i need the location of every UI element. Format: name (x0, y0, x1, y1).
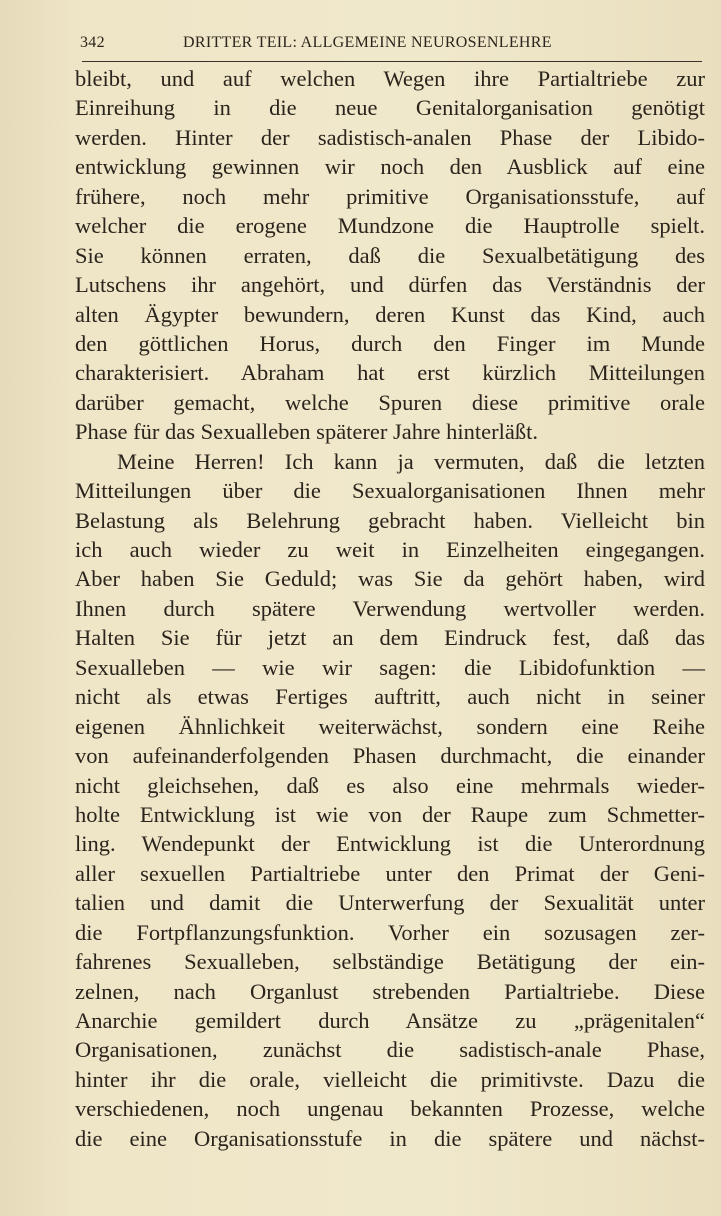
text-line: zelnen, nach Organlust strebenden Partialtriebe. Diese (75, 978, 705, 1004)
text-line: ling. Wendepunkt der Entwicklung ist die Unterordnung (75, 831, 705, 857)
text-line: darüber gemacht, welche Spuren diese primitive orale (75, 389, 705, 415)
text-line: nicht als etwas Fertiges auftritt, auch nicht in seiner (75, 684, 705, 710)
text-line: werden. Hinter der sadistisch-analen Phase der Libido- (75, 124, 705, 150)
body-text (75, 64, 705, 1153)
text-line: den göttlichen Horus, durch den Finger im Munde (75, 330, 705, 356)
text-line: verschiedenen, noch ungenau bekannten Prozesse, welche (75, 1096, 705, 1122)
text-line: Ihnen durch spätere Verwendung wertvoller werden. (75, 595, 705, 621)
text-line: Sie können erraten, daß die Sexualbetätigung des (75, 242, 705, 268)
running-head (80, 34, 702, 58)
text-line: welcher die erogene Mundzone die Hauptrolle spielt. (75, 213, 705, 239)
text-line: bleibt, und auf welchen Wegen ihre Partialtriebe zur (75, 66, 705, 91)
text-line: Sexualleben — wie wir sagen: die Libidofunktion — (75, 654, 705, 680)
paragraph-start-line: Meine Herren! Ich kann ja vermuten, daß die letzten (117, 448, 705, 474)
text-line: alten Ägypter bewundern, deren Kunst das Kind, auch (75, 301, 705, 327)
text-line: Einreihung in die neue Genitalorganisation genötigt (75, 95, 705, 121)
text-line: die eine Organisationsstufe in die spätere und nächst- (75, 1125, 705, 1151)
text-line: holte Entwicklung ist wie von der Raupe zum Schmetter- (75, 801, 705, 827)
text-line: die Fortpflanzungsfunktion. Vorher ein sozusagen zer- (75, 919, 705, 945)
text-line: Lutschens ihr angehört, und dürfen das Verständnis der (75, 272, 705, 298)
text-line: eigenen Ähnlichkeit weiterwächst, sondern eine Reihe (75, 713, 705, 739)
text-line: Halten Sie für jetzt an dem Eindruck fest, daß das (75, 625, 705, 651)
page-number: 342 (80, 34, 105, 51)
text-line: entwicklung gewinnen wir noch den Ausblick auf eine (75, 154, 705, 180)
text-line: Phase für das Sexualleben späterer Jahre hinterläßt. (75, 419, 538, 445)
text-line: Organisationen, zunächst die sadistisch-anale Phase, (75, 1037, 705, 1063)
text-line: Anarchie gemildert durch Ansätze zu „prägenitalen“ (75, 1008, 705, 1033)
text-line: frühere, noch mehr primitive Organisationsstufe, auf (75, 183, 705, 209)
text-line: von aufeinanderfolgenden Phasen durchmacht, die einander (75, 743, 705, 769)
text-line: aller sexuellen Partialtriebe unter den Primat der Geni- (75, 860, 705, 886)
text-line: Aber haben Sie Geduld; was Sie da gehört haben, wird (75, 566, 705, 592)
text-line: charakterisiert. Abraham hat erst kürzlich Mitteilungen (75, 360, 705, 386)
text-line: nicht gleichsehen, daß es also eine mehrmals wieder- (75, 772, 705, 798)
text-line: Mitteilungen über die Sexualorganisationen Ihnen mehr (75, 478, 705, 504)
text-line: fahrenes Sexualleben, selbständige Betätigung der ein- (75, 949, 705, 975)
chapter-title: DRITTER TEIL: ALLGEMEINE NEUROSENLEHRE (183, 34, 552, 51)
text-line: hinter ihr die orale, vielleicht die primitivste. Dazu die (75, 1066, 705, 1092)
text-line: talien und damit die Unterwerfung der Sexualität unter (75, 890, 705, 916)
header-rule (82, 61, 702, 62)
text-line: Belastung als Belehrung gebracht haben. Vielleicht bin (75, 507, 705, 533)
text-line: ich auch wieder zu weit in Einzelheiten eingegangen. (75, 537, 705, 562)
